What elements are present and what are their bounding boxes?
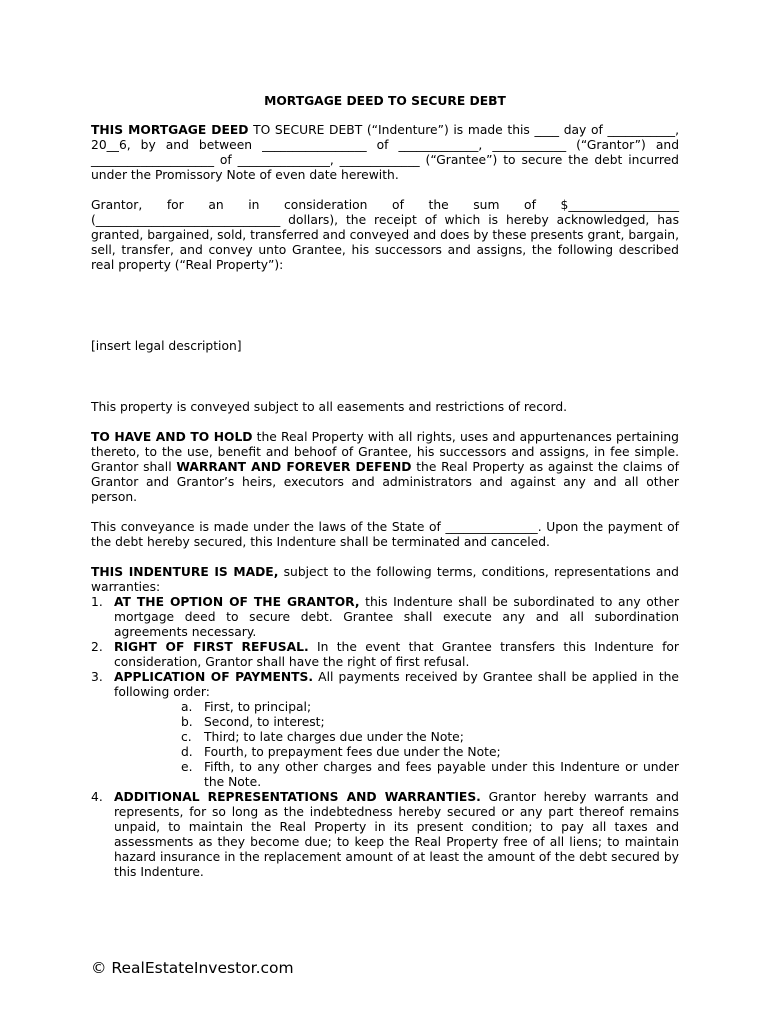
term-item — [91, 640, 679, 670]
payment-order-item — [181, 745, 679, 760]
legal-spacer-bottom — [91, 354, 679, 400]
payment-order-text: Second, to interest; — [204, 715, 325, 729]
intro-lead: THIS MORTGAGE DEED — [91, 123, 249, 137]
term-heading: RIGHT OF FIRST REFUSAL. — [114, 640, 309, 654]
term-item — [91, 670, 679, 790]
payment-order-list — [114, 700, 679, 790]
intro-paragraph — [91, 123, 679, 183]
term-number: 1. — [91, 595, 103, 609]
copyright-footer: © RealEstateInvestor.com — [91, 959, 294, 977]
term-text: All payments received by Grantee shall be applied in the following order: — [114, 670, 679, 699]
intro-text: TO SECURE DEBT (“Indenture”) is made this ____ day of ___________, 20__6, by and between _________________ of _____________, ____________ (“Grantor”) and ____________________ of _______________, _____________ (“Grantee”) to secure the debt incurred under the Promissory Note of even date herewith. — [91, 123, 679, 182]
habendum-paragraph — [91, 430, 679, 505]
habendum-text-b: the Real Property as against the claims of Grantor and Grantor’s heirs, executors and administrators and against any and all other person. — [91, 460, 679, 504]
document-title: MORTGAGE DEED TO SECURE DEBT — [264, 94, 506, 108]
payment-order-letter: b. — [181, 715, 193, 729]
legal-spacer-top — [91, 273, 679, 339]
payment-order-letter: a. — [181, 700, 193, 714]
indenture-paragraph — [91, 565, 679, 595]
habendum-warranty: WARRANT AND FOREVER DEFEND — [176, 460, 412, 474]
payment-order-letter: c. — [181, 730, 192, 744]
term-text: this Indenture shall be subordinated to any other mortgage deed to secure debt. Grantee shall execute any and all subordination agreements necessary. — [114, 595, 679, 639]
term-text: Grantor hereby warrants and represents, for so long as the indebtedness hereby secured or any part thereof remains unpaid, to maintain the Real Property in its present condition; to pay all taxes and assessments as they become due; to keep the Real Property free of all liens; to maintain hazard insurance in the replacement amount of at least the amount of the debt secured by this Indenture. — [114, 790, 679, 879]
terms-list — [91, 595, 679, 880]
payment-order-item — [181, 730, 679, 745]
term-number: 4. — [91, 790, 103, 804]
habendum-text-a: the Real Property with all rights, uses and appurtenances pertaining thereto, to the use, benefit and behoof of Grantee, his successors and assigns, in fee simple. Grantor shall — [91, 430, 679, 474]
payment-order-letter: d. — [181, 745, 193, 759]
payment-order-item — [181, 700, 679, 715]
document-page — [91, 94, 679, 880]
term-heading: AT THE OPTION OF THE GRANTOR, — [114, 595, 360, 609]
term-number: 3. — [91, 670, 103, 684]
term-heading: ADDITIONAL REPRESENTATIONS AND WARRANTIES. — [114, 790, 481, 804]
term-item — [91, 595, 679, 640]
indenture-text: subject to the following terms, conditions, representations and warranties: — [91, 565, 679, 594]
term-number: 2. — [91, 640, 103, 654]
term-heading: APPLICATION OF PAYMENTS. — [114, 670, 314, 684]
term-text: In the event that Grantee transfers this Indenture for consideration, Grantor shall have the right of first refusal. — [114, 640, 679, 669]
term-item — [91, 790, 679, 880]
payment-order-text: Third; to late charges due under the Note; — [204, 730, 464, 744]
indenture-lead: THIS INDENTURE IS MADE, — [91, 565, 279, 579]
payment-order-letter: e. — [181, 760, 193, 774]
easements-paragraph: This property is conveyed subject to all easements and restrictions of record. — [91, 400, 568, 414]
legal-description-placeholder: [insert legal description] — [91, 339, 242, 353]
payment-order-text: First, to principal; — [204, 700, 312, 714]
payment-order-text: Fourth, to prepayment fees due under the Note; — [204, 745, 501, 759]
laws-paragraph: This conveyance is made under the laws of the State of _______________. Upon the payment of the debt hereby secured, this Indenture shall be terminated and canceled. — [91, 520, 679, 549]
habendum-lead: TO HAVE AND TO HOLD — [91, 430, 253, 444]
payment-order-item — [181, 715, 679, 730]
grant-paragraph: Grantor, for an in consideration of the sum of $__________________ (______________________________ dollars), the receipt of which is hereby acknowledged, has granted, bargained, sold, transferred and conveyed and does by these presents grant, bargain, sell, transfer, and convey unto Grantee, his successors and assigns, the following described real property (“Real Property”): — [91, 198, 679, 272]
payment-order-item — [181, 760, 679, 790]
payment-order-text: Fifth, to any other charges and fees payable under this Indenture or under the Note. — [204, 760, 679, 789]
